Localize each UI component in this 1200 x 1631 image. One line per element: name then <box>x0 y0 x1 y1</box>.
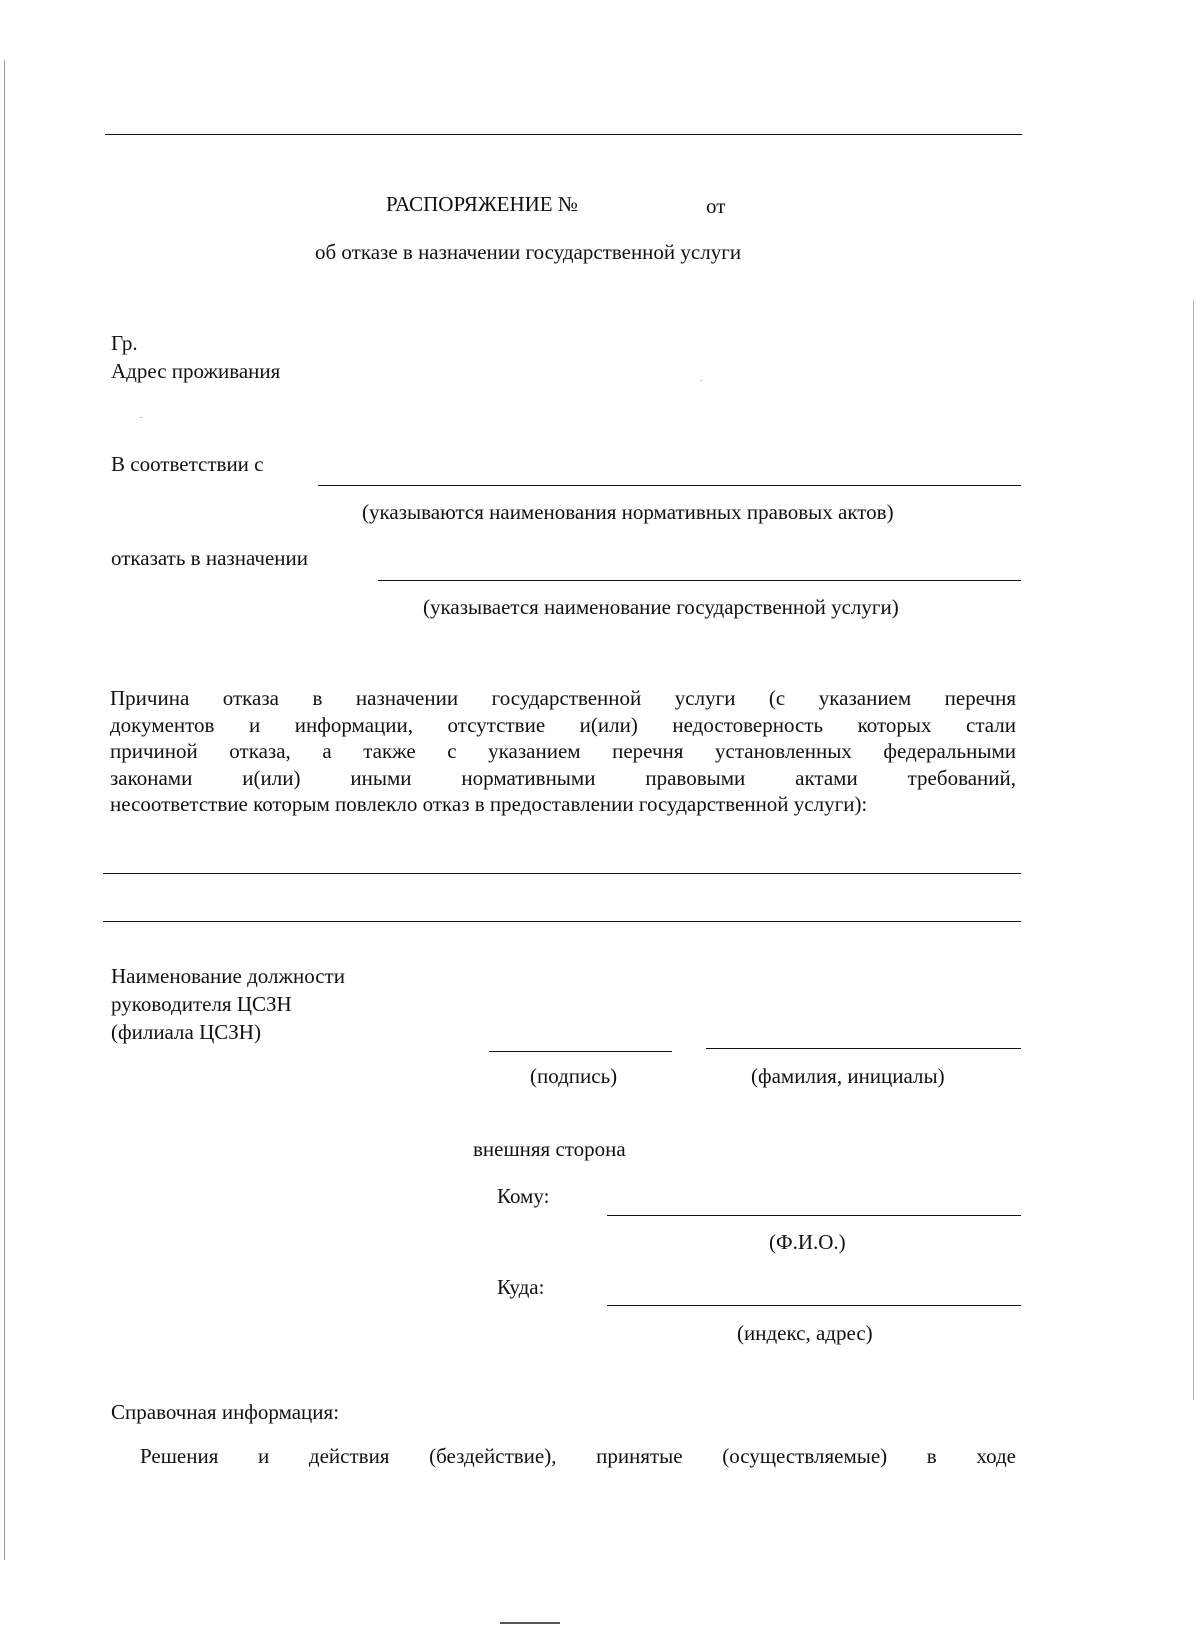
refusal-hint: (указывается наименование государственной услуги) <box>423 595 899 619</box>
reason-paragraph <box>110 685 1016 818</box>
reason-fill-line <box>103 873 1021 874</box>
basis-hint: (указываются наименования нормативных правовых актов) <box>362 500 894 524</box>
to-hint: (Ф.И.О.) <box>769 1230 846 1254</box>
reason-line: законами и(или) иными нормативными правовыми актами требований, <box>110 765 1016 790</box>
position-line: руководителя ЦСЗН <box>111 992 292 1016</box>
reason-fill-line <box>103 921 1021 922</box>
where-hint: (индекс, адрес) <box>737 1321 873 1345</box>
reason-line: причиной отказа, а также с указанием перечня установленных федеральными <box>110 739 1016 763</box>
reference-heading: Справочная информация: <box>111 1400 340 1424</box>
reason-line: документов и информации, отсутствие и(или) недостоверность которых стали <box>110 712 1016 737</box>
where-label: Куда: <box>497 1275 545 1299</box>
date-prefix: от <box>706 194 726 218</box>
document-subtitle: об отказе в назначении государственной услуги <box>315 240 742 264</box>
to-fill-line <box>607 1215 1021 1216</box>
reason-line: Причина отказа в назначении государственной услуги (с указанием перечня <box>110 686 1016 710</box>
basis-fill-line <box>318 485 1021 486</box>
scan-speck <box>700 380 702 381</box>
scan-speck <box>500 1622 560 1624</box>
reason-line: несоответствие которым повлекло отказ в предоставлении государственной услуги): <box>110 792 868 816</box>
scan-speck <box>140 417 142 418</box>
basis-label: В соответствии с <box>111 452 264 476</box>
header-rule <box>105 134 1022 135</box>
name-hint: (фамилия, инициалы) <box>751 1064 945 1088</box>
scan-edge-right <box>1193 300 1194 1400</box>
refusal-label: отказать в назначении <box>111 546 309 570</box>
name-fill-line <box>706 1048 1021 1049</box>
position-line: (филиала ЦСЗН) <box>111 1020 261 1044</box>
to-label: Кому: <box>497 1184 550 1208</box>
signature-fill-line <box>489 1051 672 1052</box>
document-title: РАСПОРЯЖЕНИЕ № <box>386 192 578 216</box>
position-line: Наименование должности <box>111 964 345 988</box>
scan-edge-left <box>4 60 5 1560</box>
refusal-fill-line <box>378 580 1021 581</box>
reference-first-line: Решения и действия (бездействие), принятые (осуществляемые) в ходе <box>140 1444 1016 1468</box>
address-label: Адрес проживания <box>111 359 281 383</box>
envelope-heading: внешняя сторона <box>473 1137 626 1161</box>
citizen-label: Гр. <box>111 331 138 355</box>
where-fill-line <box>607 1305 1021 1306</box>
signature-hint: (подпись) <box>530 1064 618 1088</box>
